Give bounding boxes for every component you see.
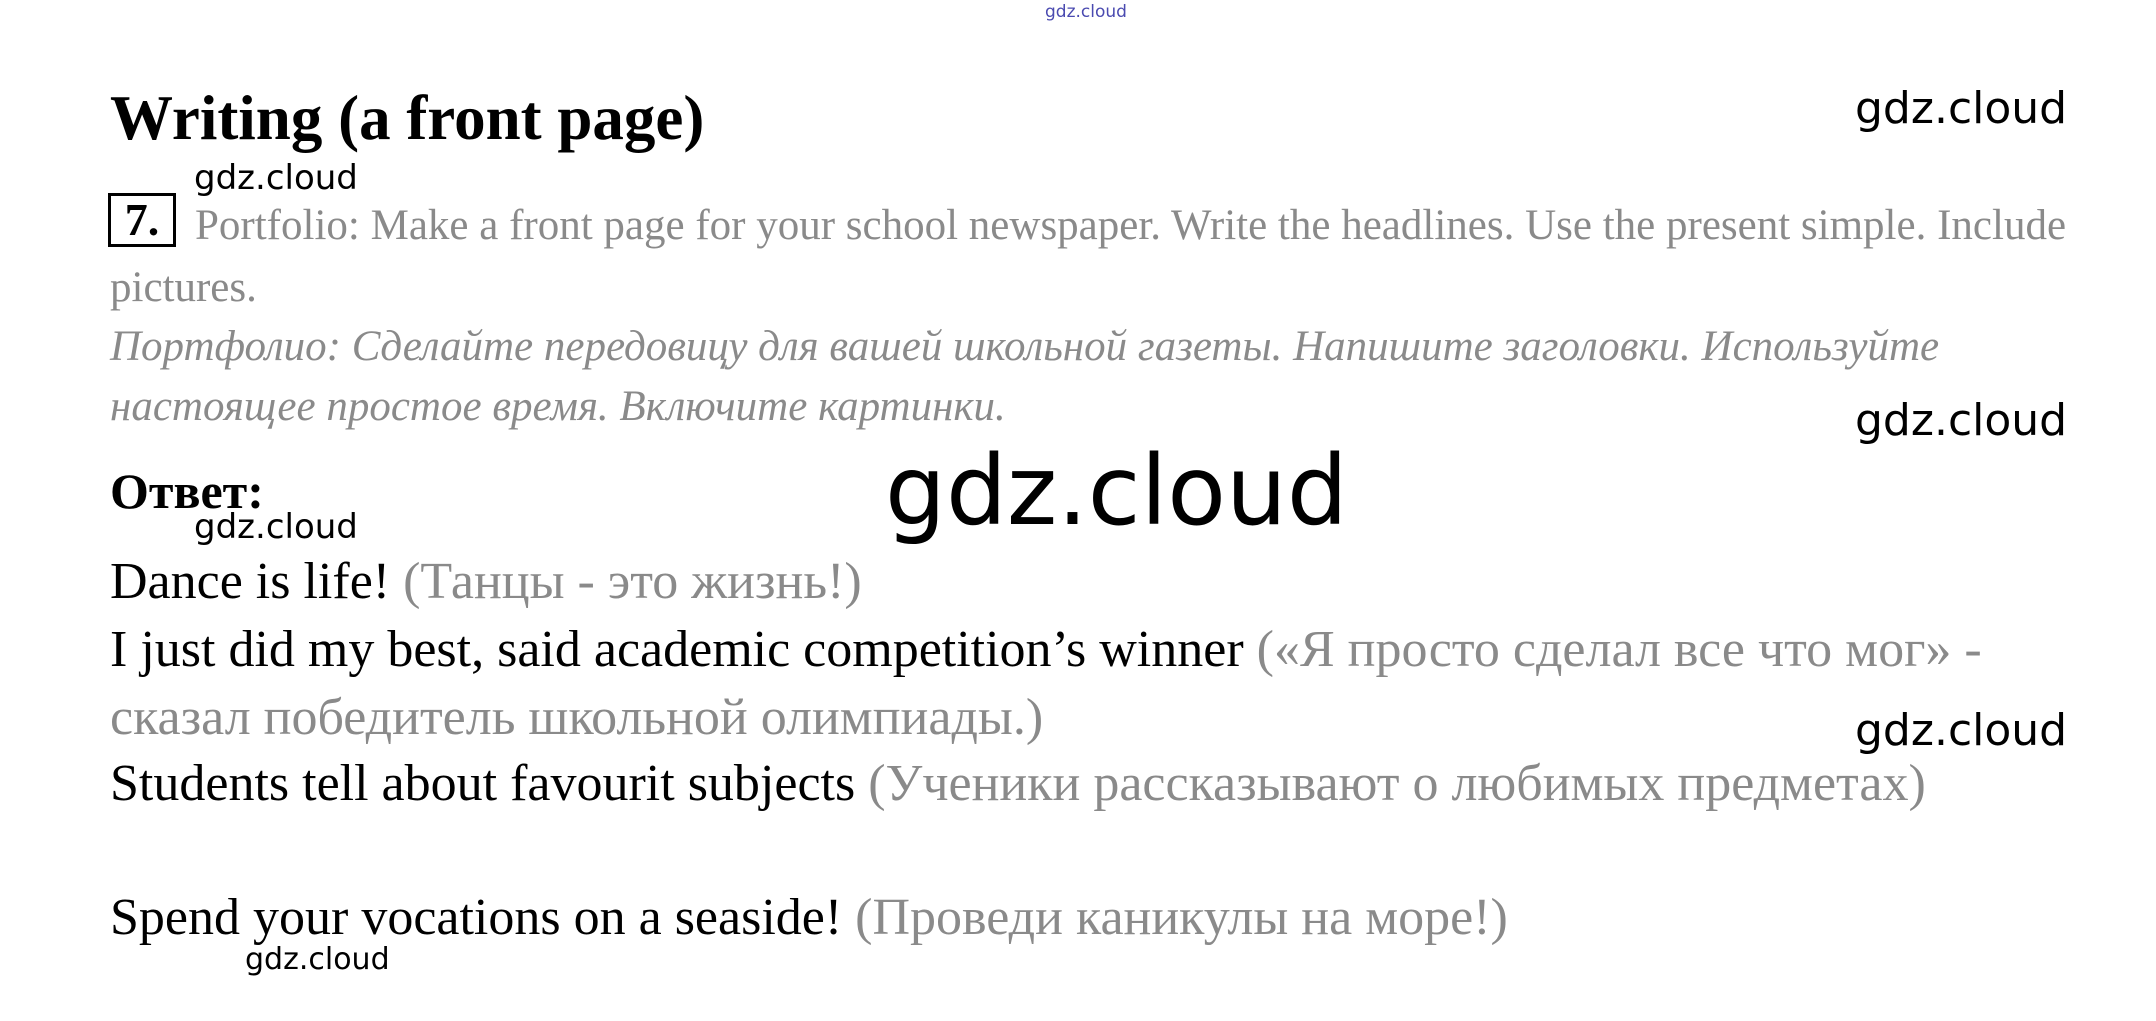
watermark-near-answer: gdz.cloud: [194, 507, 358, 547]
watermark-near-task: gdz.cloud: [194, 158, 358, 198]
answer-line-4: [110, 884, 2100, 952]
answer-translation: («Я просто сделал все что мог» - сказал победитель школьной олимпиады.): [110, 621, 1982, 746]
watermark-center: gdz.cloud: [885, 435, 1348, 547]
watermark-right-3: gdz.cloud: [1855, 705, 2068, 756]
answer-translation: (Танцы - это жизнь!): [403, 553, 862, 610]
task-instruction-en: Portfolio: Make a front page for your school newspaper. Write the headlines. Use the present simple. Include pictures.: [110, 202, 2067, 311]
answer-headline: Spend your vocations on a seaside!: [110, 889, 843, 946]
answer-headline: Students tell about favourit subjects: [110, 755, 856, 812]
watermark-top: gdz.cloud: [1045, 2, 1127, 22]
answer-line-2: [110, 616, 2100, 752]
section-title: Writing (a front page): [110, 83, 705, 153]
answer-label: Ответ:: [110, 463, 264, 519]
watermark-right-2: gdz.cloud: [1855, 395, 2068, 446]
answer-line-1: [110, 548, 2100, 616]
watermark-bottom: gdz.cloud: [245, 942, 390, 977]
answer-line-3: [110, 750, 2100, 818]
answer-translation: (Проведи каникулы на море!): [855, 889, 1508, 946]
answer-headline: Dance is life!: [110, 553, 391, 610]
task-instruction-ru: Портфолио: Сделайте передовицу для вашей школьной газеты. Напишите заголовки. Используйте настоящее простое время. Включите картинки.: [110, 323, 1940, 430]
answer-headline: I just did my best, said academic competition’s winner: [110, 621, 1244, 678]
task-number-box: 7.: [108, 193, 176, 247]
answer-translation: (Ученики рассказывают о любимых предметах): [868, 755, 1926, 812]
watermark-right-1: gdz.cloud: [1855, 83, 2068, 134]
